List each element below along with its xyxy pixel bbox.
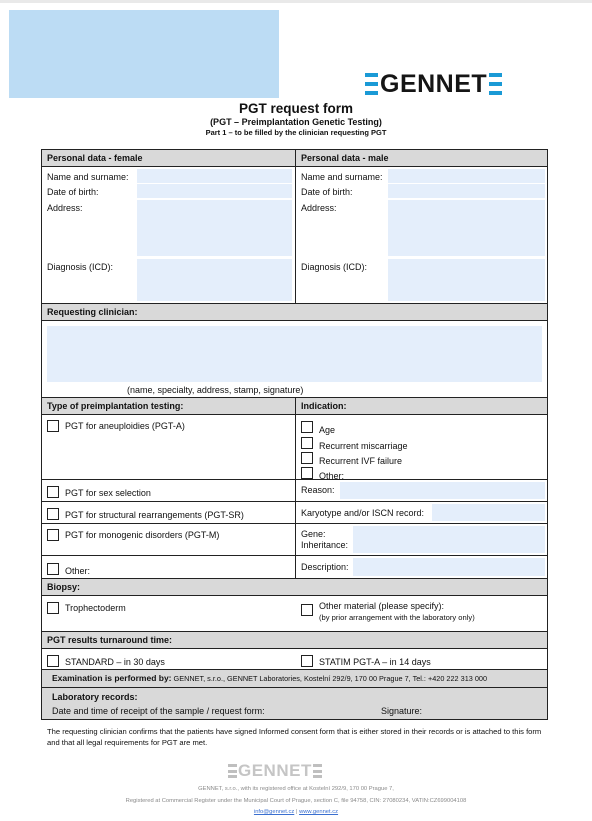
male-name-field[interactable] (388, 169, 545, 183)
lab-receipt-label: Date and time of receipt of the sample / request form: (52, 706, 265, 716)
gene-label: Gene: (301, 529, 326, 539)
male-address-label: Address: (301, 203, 337, 213)
title-block (0, 101, 592, 138)
lab-signature-label: Signature: (381, 706, 423, 716)
pgt-sr-label: PGT for structural rearrangements (PGT-SR) (65, 510, 244, 520)
female-column (42, 150, 295, 303)
pgt-m-option[interactable] (47, 529, 219, 541)
footer-logo (228, 762, 322, 780)
pgt-other-row (42, 556, 547, 579)
indication-age-label: Age (319, 425, 336, 435)
personal-data-section (42, 150, 547, 304)
male-name-label: Name and surname: (301, 172, 383, 182)
indication-other-label: Other: (319, 471, 345, 481)
biopsy-section (42, 579, 547, 632)
male-dob-label: Date of birth: (301, 187, 353, 197)
page-subtitle: (PGT – Preimplantation Genetic Testing) (210, 117, 382, 127)
trophectoderm-option[interactable] (47, 602, 126, 614)
page-title: PGT request form (238, 101, 354, 116)
female-dob-label: Date of birth: (47, 187, 99, 197)
clinician-header: Requesting clinician: (42, 304, 547, 321)
indication-miscarriage-checkbox[interactable] (301, 437, 313, 449)
footer-registration: Registered at Commercial Register under the Municipal Court of Prague, section C, file 94758, CIN: 27080234, VATIN:CZ699004108 (125, 798, 467, 804)
trophectoderm-label: Trophectoderm (65, 603, 126, 613)
other-material-option[interactable] (301, 601, 475, 623)
clinician-section (42, 304, 547, 398)
exam-label: Examination is performed by: (52, 673, 172, 683)
footer-separator: | (295, 809, 298, 815)
pgt-a-option[interactable] (47, 420, 185, 432)
pgt-sex-option[interactable] (47, 485, 151, 498)
gennet-logo (365, 71, 502, 97)
indication-other-option[interactable] (301, 465, 344, 481)
other-material-note: (by prior arrangement with the laboratory only) (319, 613, 475, 622)
male-diagnosis-label: Diagnosis (ICD): (301, 262, 368, 272)
request-form (41, 149, 548, 720)
pgt-m-label: PGT for monogenic disorders (PGT-M) (65, 530, 220, 540)
indication-ivf-option[interactable] (301, 450, 402, 466)
description-label: Description: (301, 562, 349, 572)
turnaround-section (42, 632, 547, 670)
pgt-sr-option[interactable] (47, 507, 244, 520)
pgt-sex-checkbox[interactable] (47, 486, 59, 498)
female-diagnosis-label: Diagnosis (ICD): (47, 262, 114, 272)
pgt-a-label: PGT for aneuploidies (PGT-A) (65, 421, 185, 431)
standard-option[interactable] (47, 654, 165, 667)
male-column (295, 150, 547, 303)
indication-miscarriage-option[interactable] (301, 435, 408, 451)
turnaround-header: PGT results turnaround time: (42, 632, 547, 649)
clinician-field[interactable] (47, 326, 542, 382)
testing-header-row (42, 398, 547, 415)
reason-field[interactable] (340, 482, 545, 499)
female-header: Personal data - female (42, 150, 295, 167)
logo-bars-right-icon (489, 73, 502, 95)
pgt-other-checkbox[interactable] (47, 563, 59, 575)
male-dob-field[interactable] (388, 184, 545, 198)
logo-placeholder (9, 10, 279, 98)
footer-logo-bars-right-icon (313, 764, 322, 778)
indication-other-checkbox[interactable] (301, 467, 313, 479)
indication-miscarriage-label: Recurrent miscarriage (319, 441, 408, 451)
pgt-m-row (42, 524, 547, 556)
trophectoderm-checkbox[interactable] (47, 602, 59, 614)
page-part-note: Part 1 – to be filled by the clinician requesting PGT (205, 128, 387, 137)
gene-inheritance-field[interactable] (353, 526, 545, 553)
indication-ivf-label: Recurrent IVF failure (319, 456, 403, 466)
logo-bars-left-icon (365, 73, 378, 95)
statim-option[interactable] (301, 654, 431, 667)
other-material-label: Other material (please specify): (319, 601, 445, 611)
female-address-label: Address: (47, 203, 83, 213)
footer-email-link[interactable]: info@gennet.cz (253, 809, 295, 815)
other-material-checkbox[interactable] (301, 604, 313, 616)
female-address-field[interactable] (137, 200, 292, 256)
footer-logo-bars-left-icon (228, 764, 237, 778)
pgt-other-option[interactable] (47, 561, 90, 576)
male-header: Personal data - male (296, 150, 547, 167)
male-address-field[interactable] (388, 200, 545, 256)
pgt-sr-checkbox[interactable] (47, 508, 59, 520)
indication-age-checkbox[interactable] (301, 421, 313, 433)
indication-header: Indication: (295, 398, 547, 415)
testing-header: Type of preimplantation testing: (42, 398, 295, 415)
statim-checkbox[interactable] (301, 655, 313, 667)
lab-section (42, 688, 547, 719)
female-name-label: Name and surname: (47, 172, 129, 182)
statim-label: STATIM PGT-A – in 14 days (319, 657, 431, 667)
karyotype-label: Karyotype and/or ISCN record: (301, 508, 425, 518)
pgt-m-checkbox[interactable] (47, 529, 59, 541)
karyotype-field[interactable] (432, 504, 545, 521)
reason-label: Reason: (301, 485, 335, 495)
female-dob-field[interactable] (137, 184, 292, 198)
exam-text: GENNET, s.r.o., GENNET Laboratories, Kostelní 292/9, 170 00 Prague 7, Tel.: +420 222 313 000 (173, 674, 488, 683)
lab-header: Laboratory records: (52, 692, 138, 702)
standard-checkbox[interactable] (47, 655, 59, 667)
pgt-sex-label: PGT for sex selection (65, 488, 151, 498)
footer-contacts (0, 809, 592, 815)
pgt-other-label: Other: (65, 566, 91, 576)
exam-row (42, 670, 547, 688)
indication-ivf-checkbox[interactable] (301, 452, 313, 464)
pgt-a-checkbox[interactable] (47, 420, 59, 432)
description-field[interactable] (353, 558, 545, 576)
pgt-sex-row (42, 480, 547, 502)
top-band (0, 0, 592, 3)
indication-age-option[interactable] (301, 419, 335, 435)
footer-address: GENNET, s.r.o., with its registered office at Kostelní 292/9, 170 00 Prague 7, (198, 786, 394, 792)
logo-text: GENNET (380, 70, 488, 98)
inheritance-label: Inheritance: (301, 540, 349, 550)
pgt-sr-row (42, 502, 547, 524)
male-diagnosis-field[interactable] (388, 259, 545, 301)
female-name-field[interactable] (137, 169, 292, 183)
female-diagnosis-field[interactable] (137, 259, 292, 301)
footer-web-link[interactable]: www.gennet.cz (299, 809, 339, 815)
biopsy-header: Biopsy: (42, 579, 547, 596)
consent-note: The requesting clinician confirms that the patients have signed Informed consent form that is either stored in their records or is attached to this form and that all legal requirements for PGT are met. (47, 727, 542, 747)
pgt-a-row (42, 415, 547, 480)
clinician-hint: (name, specialty, address, stamp, signature) (127, 385, 304, 395)
standard-label: STANDARD – in 30 days (65, 657, 165, 667)
footer-logo-text: GENNET (238, 761, 312, 780)
